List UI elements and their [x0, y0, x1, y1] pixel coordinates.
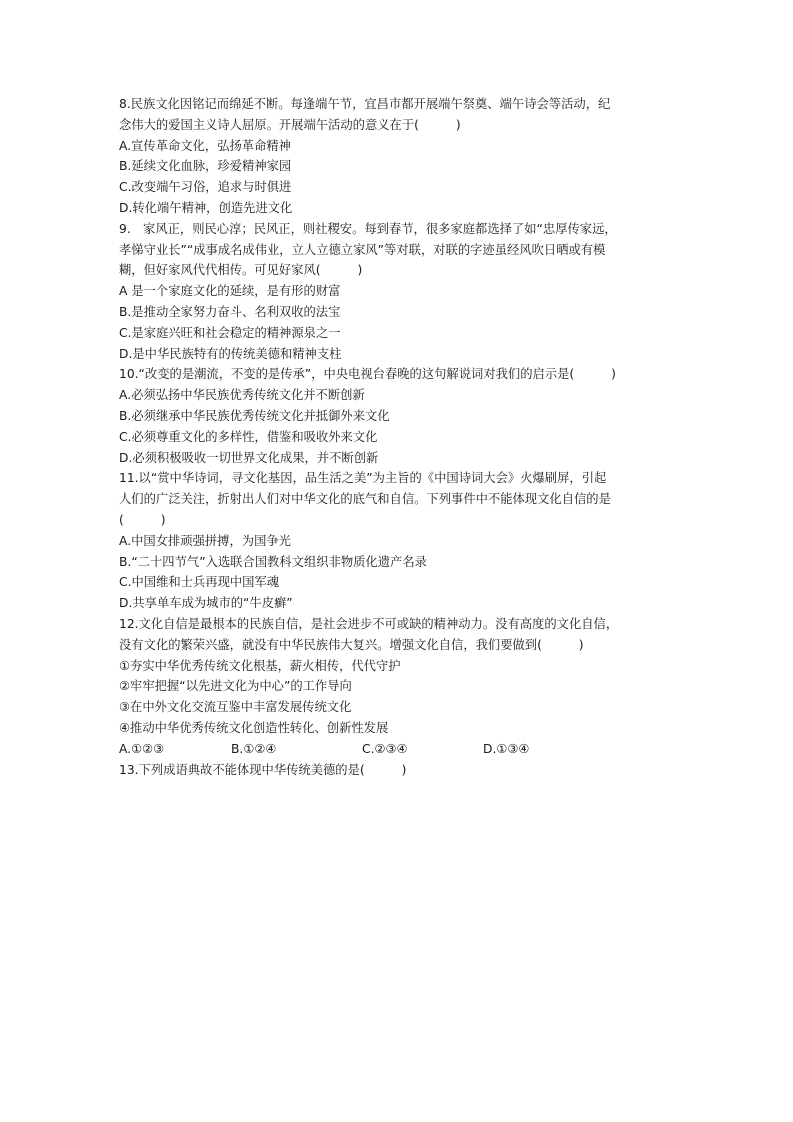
- statement-1: ①夯实中华优秀传统文化根基，薪火相传，代代守护: [119, 658, 401, 673]
- option-d: D.是中华民族特有的传统美德和精神支柱: [119, 346, 342, 361]
- question-13: [119, 760, 679, 781]
- question-stem: 8.民族文化因铭记而绵延不断。每逢端午节，宜昌市都开展端午祭奠、端午诗会等活动，纪: [119, 97, 611, 111]
- option-c: C.必须尊重文化的多样性，借鉴和吸收外来文化: [119, 429, 378, 444]
- option-b: B.延续文化血脉，珍爱精神家园: [119, 159, 292, 174]
- question-stem: 糊，但好家风代代相传。可见好家风( ): [119, 263, 363, 278]
- option-b: B.“二十四节气”入选联合国教科文组织非物质化遗产名录: [119, 554, 427, 569]
- question-stem: 念伟大的爱国主义诗人屈原。开展端午活动的意义在于( ): [119, 117, 461, 132]
- option-a: A 是一个家庭文化的延续，是有形的财富: [119, 284, 341, 299]
- option-c: C.是家庭兴旺和社会稳定的精神源泉之一: [119, 325, 341, 340]
- option-d: D.转化端午精神，创造先进文化: [119, 200, 293, 215]
- option-c: C.改变端午习俗，追求与时俱进: [119, 180, 292, 195]
- option-a: A.中国女排顽强拼搏，为国争光: [119, 533, 291, 548]
- question-stem: 孝悌守业长”“成事成名成伟业，立人立德立家风”等对联，对联的字迹虽经风吹日晒或有模: [119, 242, 606, 257]
- choice-c: C.②③④: [362, 741, 408, 756]
- choice-a: A.①②③: [119, 741, 165, 756]
- option-a: A.宣传革命文化，弘扬革命精神: [119, 138, 291, 153]
- question-11: [119, 468, 679, 614]
- question-9: [119, 219, 679, 365]
- question-8: [119, 94, 679, 219]
- question-stem: ( ): [119, 512, 166, 527]
- answer-choices: [119, 739, 679, 760]
- question-stem: 没有文化的繁荣兴盛，就没有中华民族伟大复兴。增强文化自信，我们要做到( ): [119, 637, 584, 652]
- question-stem: 12.文化自信是最根本的民族自信，是社会进步不可或缺的精神动力。没有高度的文化自信，: [119, 616, 619, 631]
- option-b: B.是推动全家努力奋斗、名利双收的法宝: [119, 304, 341, 319]
- option-d: D.共享单车成为城市的“牛皮癣”: [119, 596, 293, 611]
- question-stem: 13.下列成语典故不能体现中华传统美德的是( ): [119, 762, 407, 777]
- option-c: C.中国维和士兵再现中国军魂: [119, 575, 280, 590]
- option-d: D.必须积极吸收一切世界文化成果，并不断创新: [119, 450, 379, 465]
- statement-2: ②牢牢把握“以先进文化为中心”的工作导向: [119, 679, 352, 694]
- option-b: B.必须继承中华民族优秀传统文化并抵御外来文化: [119, 408, 390, 423]
- choice-b: B.①②④: [231, 741, 277, 756]
- document-page: [119, 94, 679, 780]
- question-stem: 10.“改变的是潮流，不变的是传承”，中央电视台春晚的这句解说词对我们的启示是( ): [119, 367, 616, 382]
- question-stem: 人们的广泛关注，折射出人们对中华文化的底气和自信。下列事件中不能体现文化自信的是: [119, 492, 611, 507]
- question-12: [119, 614, 679, 760]
- choice-d: D.①③④: [483, 741, 530, 756]
- question-10: [119, 364, 679, 468]
- statement-4: ④推动中华优秀传统文化创造性转化、创新性发展: [119, 720, 389, 735]
- statement-3: ③在中外文化交流互鉴中丰富发展传统文化: [119, 700, 352, 715]
- question-stem: 9. 家风正，则民心淳；民风正，则社稷安。每到春节，很多家庭都选择了如“忠厚传家远，: [119, 221, 617, 236]
- question-stem: 11.以“赏中华诗词，寻文化基因，品生活之美”为主旨的《中国诗词大会》火爆刷屏，引起: [119, 471, 607, 486]
- option-a: A.必须弘扬中华民族优秀传统文化并不断创新: [119, 388, 365, 403]
